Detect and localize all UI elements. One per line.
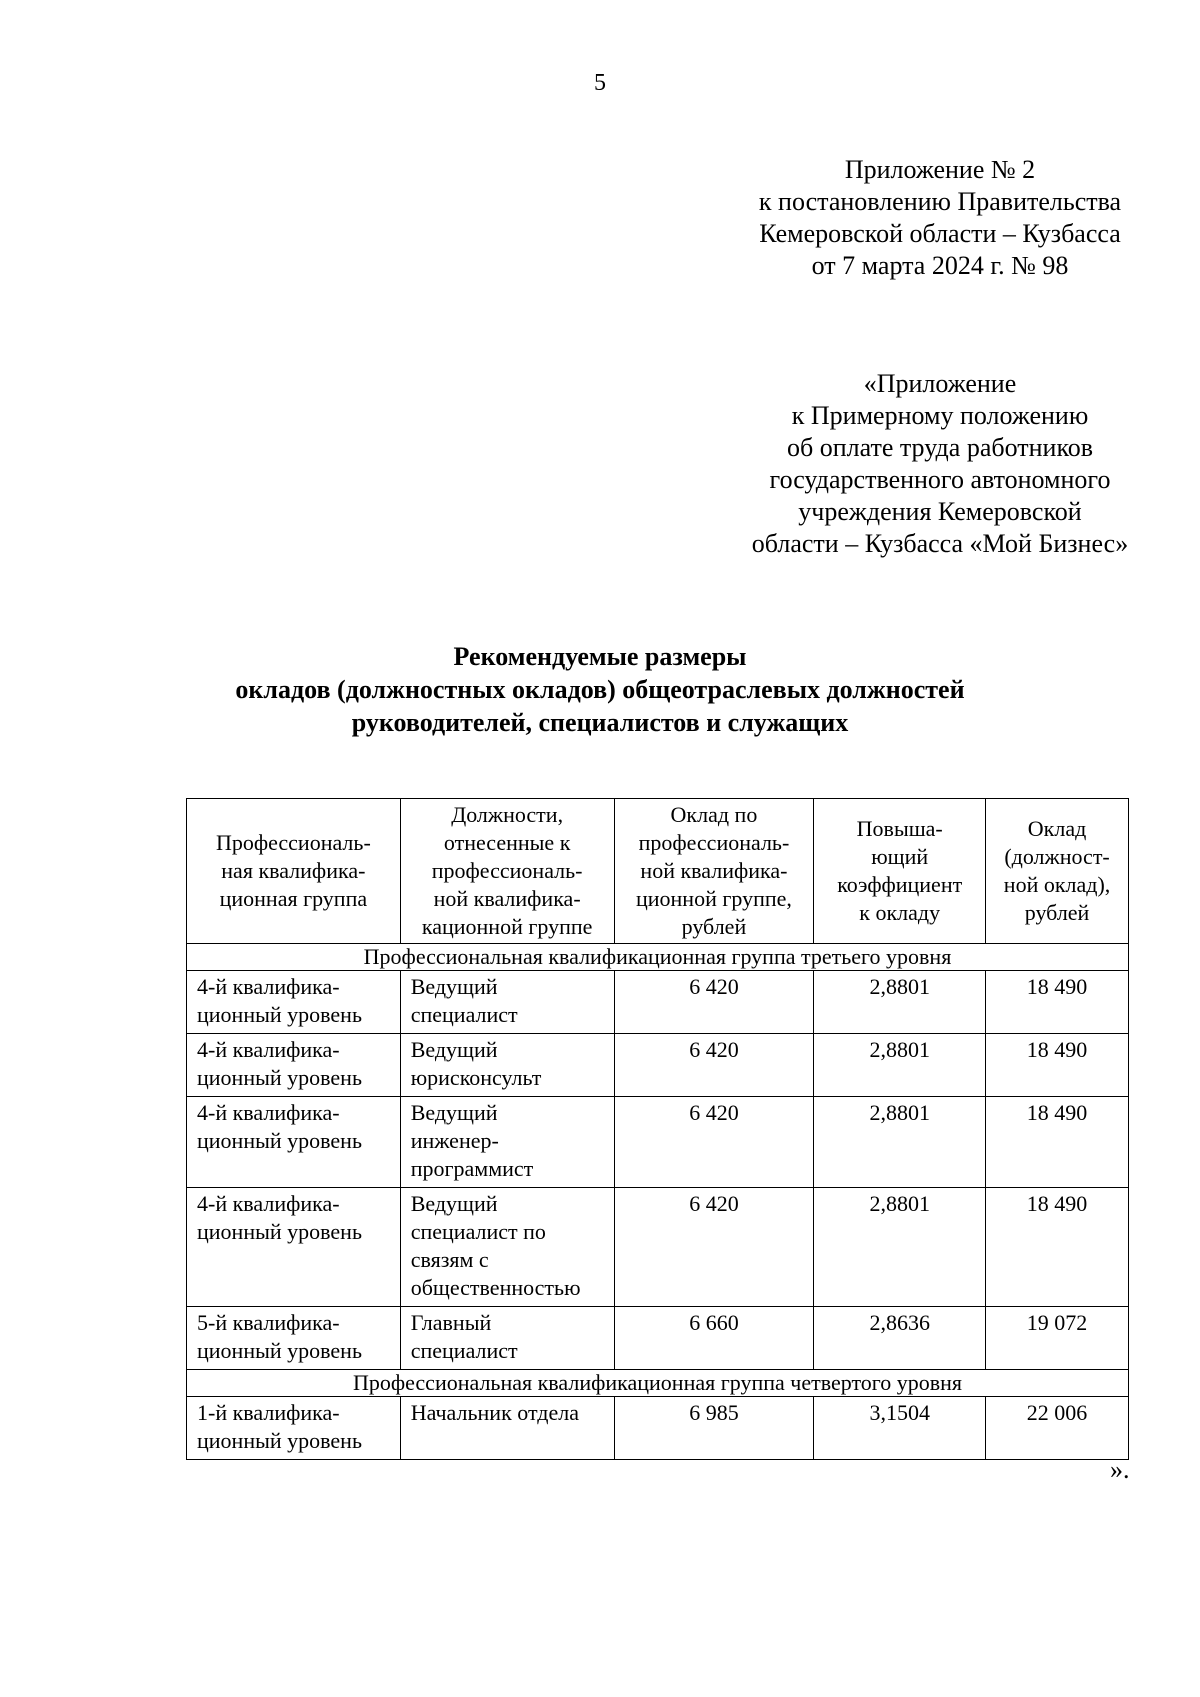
inner-annex-line: «Приложение — [863, 369, 1017, 398]
position-cell: Ведущий инженер- программист — [400, 1097, 614, 1188]
group-heading: Профессиональная квалификационная группа четвертого уровня — [187, 1370, 1129, 1397]
header-cell-coefficient: Повыша- ющий коэффициент к окладу — [814, 799, 986, 944]
coefficient-cell: 3,1504 — [814, 1397, 986, 1460]
group-row — [187, 1370, 1129, 1397]
position-cell: Ведущий специалист — [400, 971, 614, 1034]
page-number: 5 — [594, 70, 606, 96]
coefficient-cell: 2,8801 — [814, 1097, 986, 1188]
salary-cell: 18 490 — [986, 971, 1129, 1034]
table-row — [187, 1188, 1129, 1307]
coefficient-cell: 2,8801 — [814, 1034, 986, 1097]
annex-line: Кемеровской области – Кузбасса — [759, 219, 1121, 248]
table-row — [187, 1307, 1129, 1370]
base-salary-cell: 6 420 — [614, 1188, 814, 1307]
header-cell-group: Профессиональ- ная квалифика- ционная группа — [187, 799, 401, 944]
inner-annex-line: об оплате труда работников — [786, 433, 1094, 462]
table-row — [187, 1097, 1129, 1188]
base-salary-cell: 6 985 — [614, 1397, 814, 1460]
base-salary-cell: 6 420 — [614, 1034, 814, 1097]
annex-line: к постановлению Правительства — [758, 187, 1122, 216]
inner-annex-line: области – Кузбасса «Мой Бизнес» — [751, 529, 1129, 558]
table-row — [187, 1397, 1129, 1460]
header-cell-position: Должности, отнесенные к профессиональ- ной квалифика- кационной группе — [400, 799, 614, 944]
salary-cell: 18 490 — [986, 1034, 1129, 1097]
salary-cell: 19 072 — [986, 1307, 1129, 1370]
coefficient-cell: 2,8801 — [814, 971, 986, 1034]
group-row — [187, 944, 1129, 971]
base-salary-cell: 6 660 — [614, 1307, 814, 1370]
coefficient-cell: 2,8636 — [814, 1307, 986, 1370]
inner-annex-line: к Примерному положению — [791, 401, 1089, 430]
qualification-level-cell: 4-й квалифика- ционный уровень — [187, 1034, 401, 1097]
qualification-level-cell: 4-й квалифика- ционный уровень — [187, 1188, 401, 1307]
position-cell: Начальник отдела — [400, 1397, 614, 1460]
qualification-level-cell: 4-й квалифика- ционный уровень — [187, 1097, 401, 1188]
salary-cell: 18 490 — [986, 1188, 1129, 1307]
salary-cell: 22 006 — [986, 1397, 1129, 1460]
inner-annex-header — [700, 368, 1180, 560]
annex-line: Приложение № 2 — [844, 155, 1036, 184]
title-line: Рекомендуемые размеры — [453, 642, 747, 671]
qualification-level-cell: 1-й квалифика- ционный уровень — [187, 1397, 401, 1460]
base-salary-cell: 6 420 — [614, 1097, 814, 1188]
annex-header — [700, 154, 1180, 282]
base-salary-cell: 6 420 — [614, 971, 814, 1034]
coefficient-cell: 2,8801 — [814, 1188, 986, 1307]
position-cell: Ведущий специалист по связям с общественностью — [400, 1188, 614, 1307]
salary-cell: 18 490 — [986, 1097, 1129, 1188]
qualification-level-cell: 5-й квалифика- ционный уровень — [187, 1307, 401, 1370]
header-cell-salary: Оклад (должност- ной оклад), рублей — [986, 799, 1129, 944]
closing-quote-mark: ». — [1110, 1455, 1130, 1484]
document-title — [0, 640, 1200, 739]
table-row — [187, 1034, 1129, 1097]
table-row — [187, 971, 1129, 1034]
salary-table — [186, 798, 1129, 1460]
annex-line: от 7 марта 2024 г. № 98 — [811, 251, 1069, 280]
header-cell-base-salary: Оклад по профессиональ- ной квалифика- ционной группе, рублей — [614, 799, 814, 944]
table-header-row — [187, 799, 1129, 944]
title-line: окладов (должностных окладов) общеотраслевых должностей — [235, 675, 965, 704]
title-line: руководителей, специалистов и служащих — [351, 708, 849, 737]
qualification-level-cell: 4-й квалифика- ционный уровень — [187, 971, 401, 1034]
inner-annex-line: государственного автономного — [769, 465, 1111, 494]
inner-annex-line: учреждения Кемеровской — [798, 497, 1082, 526]
group-heading: Профессиональная квалификационная группа третьего уровня — [187, 944, 1129, 971]
position-cell: Главный специалист — [400, 1307, 614, 1370]
position-cell: Ведущий юрисконсульт — [400, 1034, 614, 1097]
